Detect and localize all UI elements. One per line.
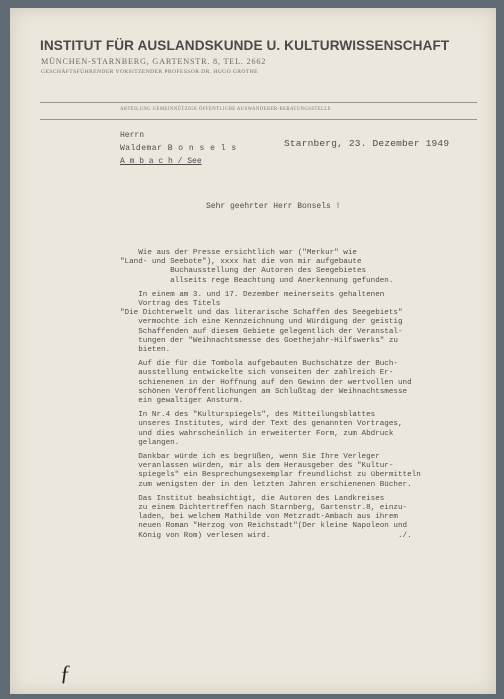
body-line: schönen Veröffentlichungen am Schlußtag der Weihnachtsmesse [120,387,408,396]
divider-bottom [40,119,477,120]
handwritten-mark-icon: ƒ [60,660,71,685]
body-line: und dies wahrscheinlich in erweiterter Form, zum Abdruck [120,429,394,438]
body-line: Vortrag des Titels [120,300,221,309]
letter-page [10,8,496,694]
recipient-name: Waldemar B o n s e l s [120,144,237,153]
body-line: zum wenigsten der in den letzten Jahren erschienenen Bücher. [120,480,412,489]
body-line: unseres Institutes, wird der Text des genannten Vortrages, [120,420,403,429]
body-line: laden, bei welchem Mathilde von Metzradt-Ambach aus ihrem [120,513,398,522]
body-line: In Nr.4 des "Kulturspiegels", des Mitteilungsblattes [120,411,376,420]
salutation: Sehr geehrter Herr Bonsels ! [206,202,341,211]
recipient-line: Herrn [120,131,145,140]
body-line: ausstellung entwickelte sich vonseiten der zahlreich Er- [120,369,394,378]
recipient-address [120,129,237,168]
body-line: Wie aus der Presse ersichtlich war ("Merkur" wie [120,249,357,257]
letter-body [120,249,421,541]
body-line: Das Institut beabsichtigt, die Autoren des Landkreises [120,494,385,503]
body-line: "Land- und Seebote"), xxxx hat die von mir aufgebaute [120,258,362,267]
department-line: ABTEILUNG GEMEINNÜTZIGE ÖFFENTLICHE AUSWANDERER-BERATUNGSSTELLE [120,107,332,112]
body-line: vermochte ich eine Kennzeichnung und Würdigung der geistig [120,318,403,327]
body-line: ein gewaltiger Ansturm. [120,397,244,406]
body-line: Buchausstellung der Autoren des Seegebietes [120,267,367,276]
recipient-place: A m b a c h / See [120,157,202,166]
divider-top [40,102,477,103]
institute-name: INSTITUT FÜR AUSLANDSKUNDE U. KULTURWISSENSCHAFT [40,38,450,53]
body-line: tungen der "Weihnachtsmesse des Goethejahr-Hilfswerks" zu [120,336,398,345]
body-line: bieten. [120,346,171,355]
body-line: veranlassen würden, mir als dem Herausgeber des "Kultur- [120,462,394,471]
body-line: Schaffenden auf diesem Gebiete gelegentlich der Veranstal- [120,327,403,336]
body-line: zu einem Dichtertreffen nach Starnberg, Gartenstr.8, einzu- [120,504,408,513]
institute-address: MÜNCHEN-STARNBERG, GARTENSTR. 8, TEL. 2662 [41,57,267,66]
body-line: Auf die für die Tombola aufgebauten Buchschätze der Buch- [120,360,398,369]
letter-date: Starnberg, 23. Dezember 1949 [284,138,450,149]
body-line: allseits rege Beachtung und Anerkennung gefunden. [120,276,394,285]
letterhead [40,38,480,75]
body-line: Dankbar würde ich es begrüßen, wenn Sie Ihre Verleger [120,453,380,462]
body-line: In einem am 3. und 17. Dezember meinerseits gehaltenen [120,290,385,299]
body-line: spiegels" ein Besprechungsexemplar freundlichst zu übermitteln [120,471,421,480]
body-line: gelangen. [120,438,180,447]
institute-director: GESCHÄFTSFÜHRENDER VORSITZENDER PROFESSOR DR. HUGO GROTHE [41,69,258,75]
body-line: König von Rom) verlesen wird. ./. [120,531,412,540]
body-line: neuen Roman "Herzog von Reichstadt"(Der kleine Napoleon und [120,522,408,531]
body-line: schienenen in der Hoffnung auf den Gewinn der wertvollen und [120,378,412,387]
body-line: "Die Dichterwelt und das literarische Schaffen des Seegebiets" [120,309,403,318]
